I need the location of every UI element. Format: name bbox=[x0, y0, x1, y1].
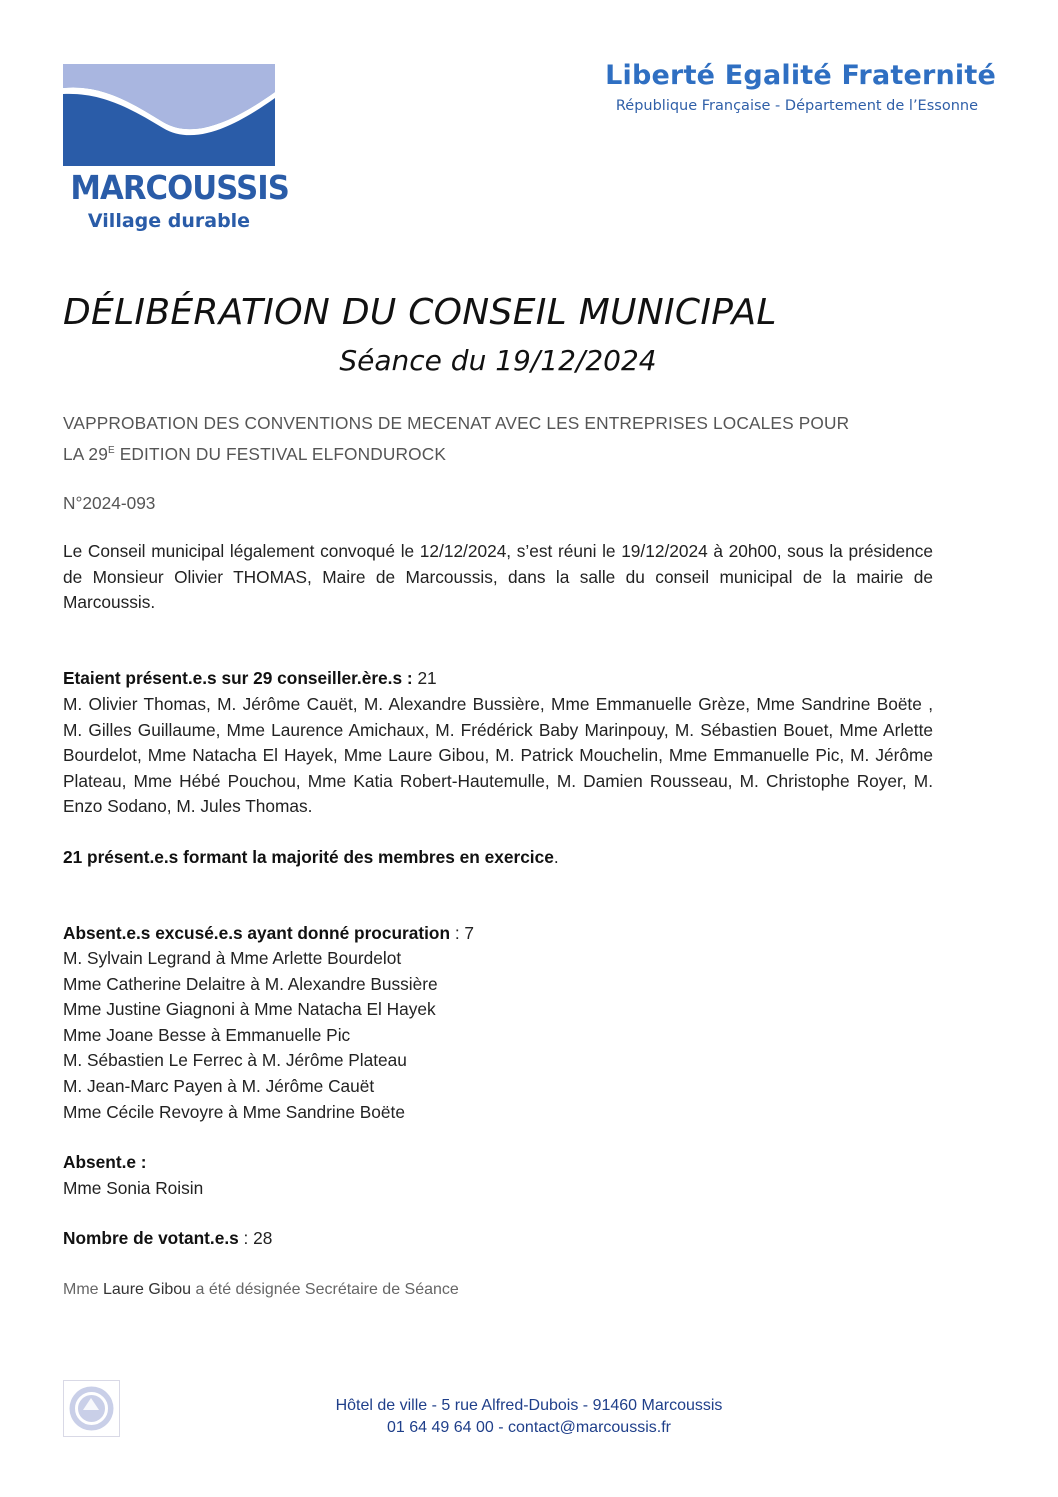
subject-ordinal: E bbox=[107, 445, 115, 456]
voters-label: Nombre de votant.e.s bbox=[63, 1228, 239, 1248]
absent-heading: Absent.e : bbox=[63, 1152, 147, 1172]
proxy-label: Absent.e.s excusé.e.s ayant donné procuration bbox=[63, 923, 451, 943]
subject-line-2-start: LA 29 bbox=[63, 444, 108, 464]
majority-end: . bbox=[553, 847, 559, 867]
list-item: M. Sylvain Legrand à Mme Arlette Bourdelot bbox=[63, 948, 402, 968]
deliberation-subject bbox=[63, 410, 943, 468]
secretary-designation bbox=[63, 1277, 459, 1303]
proxy-list bbox=[63, 946, 438, 1125]
logo-tagline: Village durable bbox=[87, 210, 251, 232]
logo-name: MARCOUSSIS bbox=[70, 168, 289, 207]
marcoussis-logo bbox=[63, 64, 289, 239]
list-item: Mme Catherine Delaitre à M. Alexandre Bussière bbox=[63, 973, 438, 994]
secretary-suffix: a été désignée Secrétaire de Séance bbox=[191, 1281, 459, 1298]
subject-line-2 bbox=[63, 437, 943, 468]
secretary-prefix: Mme bbox=[63, 1281, 103, 1298]
list-item: Mme Joane Besse à Emmanuelle Pic bbox=[63, 1024, 351, 1045]
list-item: Mme Justine Giagnoni à Mme Natacha El Hayek bbox=[63, 999, 436, 1020]
proxy-count: : 7 bbox=[450, 923, 475, 943]
list-item: M. Sébastien Le Ferrec à M. Jérôme Plateau bbox=[63, 1050, 407, 1071]
document-title: DÉLIBÉRATION DU CONSEIL MUNICIPAL bbox=[63, 292, 777, 333]
voters-count bbox=[63, 1226, 272, 1252]
footer-contact: 01 64 49 64 00 - contact@marcoussis.fr bbox=[387, 1419, 671, 1436]
present-members-list: M. Olivier Thomas, M. Jérôme Cauët, M. Alexandre Bussière, Mme Emmanuelle Grèze, Mme Sandrine Boëte , M. Gilles Guillaume, Mme Laurence Amichaux, M. Frédérick Baby Marinpouy, M. Sébastien Bouet, Mme Arlette Bourdelot, Mme Natacha El Hayek, Mme Laure Gibou, M. Patrick Mouchelin, Mme Emmanuelle Pic, M. Jérôme Plateau, Mme Hébé Pouchou, Mme Katia Robert-Hautemulle, M. Damien Rousseau, M. Christophe Royer, M. Enzo Sodano, M. Jules Thomas. bbox=[63, 694, 933, 817]
footer-address: Hôtel de ville - 5 rue Alfred-Dubois - 91460 Marcoussis bbox=[335, 1397, 723, 1414]
republic-department: République Française - Département de l’Essonne bbox=[615, 98, 978, 114]
secretary-name: Laure Gibou bbox=[103, 1281, 192, 1298]
present-label: Etaient présent.e.s sur 29 conseiller.ère.s : bbox=[63, 668, 413, 688]
present-count: 21 bbox=[412, 668, 437, 688]
list-item: Mme Cécile Revoyre à Mme Sandrine Boëte bbox=[63, 1101, 405, 1122]
intro-paragraph: Le Conseil municipal légalement convoqué le 12/12/2024, s’est réuni le 19/12/2024 à 20h00, sous la présidence de Monsieur Olivier THOMAS, Maire de Marcoussis, dans la salle du conseil municipal de la mairie de Marcoussis. bbox=[63, 541, 933, 613]
majority-text: 21 présent.e.s formant la majorité des membres en exercice bbox=[63, 847, 554, 867]
voters-number: : 28 bbox=[238, 1228, 273, 1248]
proxy-heading bbox=[63, 921, 474, 947]
republic-motto: Liberté Egalité Fraternité bbox=[605, 60, 996, 91]
list-item: M. Jean-Marc Payen à M. Jérôme Cauët bbox=[63, 1075, 375, 1096]
logo-wave-icon bbox=[63, 64, 275, 166]
deliberation-number: N°2024-093 bbox=[63, 493, 156, 513]
subject-line-1: VAPPROBATION DES CONVENTIONS DE MECENAT AVEC LES ENTREPRISES LOCALES POUR bbox=[63, 413, 850, 433]
session-date: Séance du 19/12/2024 bbox=[339, 344, 657, 377]
subject-line-2-end: EDITION DU FESTIVAL ELFONDUROCK bbox=[114, 444, 447, 464]
absent-member: Mme Sonia Roisin bbox=[63, 1178, 204, 1198]
majority-statement bbox=[63, 845, 559, 871]
present-heading bbox=[63, 666, 437, 692]
